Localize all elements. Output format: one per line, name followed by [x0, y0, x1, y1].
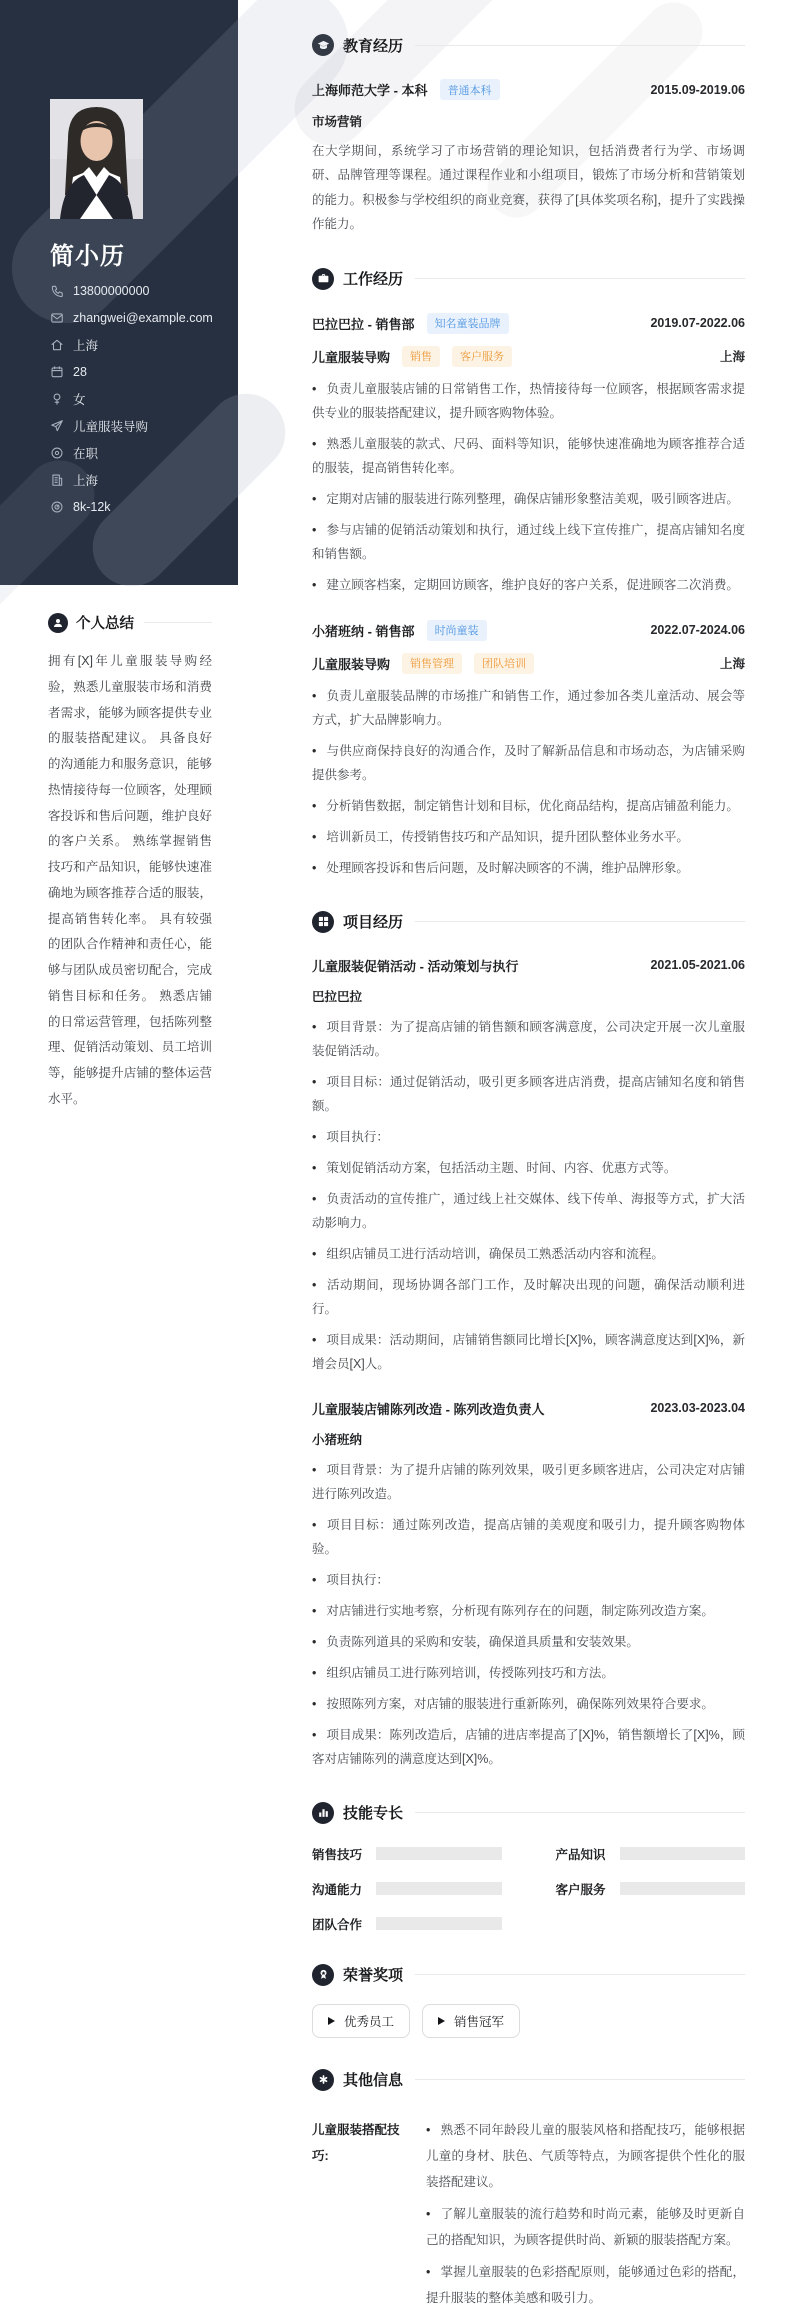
project-company: 小猪班纳 — [312, 1432, 363, 1447]
honors-title: 荣誉奖项 — [343, 1967, 404, 1984]
skill-grid — [312, 1845, 745, 1933]
contact-status — [50, 446, 230, 460]
bullet-item: • 掌握儿童服装的色彩搭配原则，能够通过色彩的搭配，提升服装的整体美感和吸引力。 — [426, 2259, 745, 2311]
skill-bar — [376, 1882, 502, 1895]
education-entry — [312, 79, 745, 237]
portrait-placeholder — [50, 99, 143, 219]
education-description: 在大学期间，系统学习了市场营销的理论知识，包括消费者行为学、市场调研、品牌管理等课程。通过课程作业和小组项目，锻炼了市场分析和营销策划的能力。积极参与学校组织的商业竞赛，获得了[具体奖项名称]，提升了实践操作能力。 — [312, 144, 745, 232]
divider — [415, 1812, 745, 1813]
skill-bar — [376, 1917, 502, 1930]
skill-bar — [620, 1847, 746, 1860]
other-info-row — [312, 2117, 745, 2317]
projects-section — [312, 911, 745, 1771]
bullet-item: • 策划促销活动方案，包括活动主题、时间、内容、优惠方式等。 — [312, 1156, 745, 1180]
skill-row — [556, 1880, 746, 1898]
project-date: 2023.03-2023.04 — [650, 1401, 745, 1415]
contact-list — [50, 284, 230, 527]
age-value: 28 — [73, 365, 87, 379]
bullet-item: • 项目成果：陈列改造后，店铺的进店率提高了[X]%，销售额增长了[X]%，顾客对店铺陈列的满意度达到[X]%。 — [312, 1723, 745, 1771]
bullet-item: • 参与店铺的促销活动策划和执行，通过线上线下宣传推广，提高店铺知名度和销售额。 — [312, 518, 745, 566]
sidebar — [0, 0, 238, 585]
status-value: 在职 — [73, 447, 99, 461]
contact-age — [50, 365, 230, 379]
bullet-item: • 熟悉儿童服装的款式、尺码、面料等知识，能够快速准确地为顾客推荐合适的服装，提高销售转化率。 — [312, 432, 745, 480]
skills-header — [312, 1802, 745, 1824]
company-tag: 时尚童装 — [427, 620, 487, 641]
project-date: 2021.05-2021.06 — [650, 958, 745, 972]
bullet-item: • 分析销售数据，制定销售计划和目标，优化商品结构，提高店铺盈利能力。 — [312, 794, 745, 818]
play-icon — [438, 2017, 445, 2025]
main-column — [312, 0, 745, 2317]
project-name: 儿童服装促销活动 - 活动策划与执行 — [312, 958, 519, 974]
gender-icon — [50, 392, 64, 406]
skill-row — [556, 1845, 746, 1863]
divider — [415, 921, 745, 922]
honor-badge — [312, 2004, 410, 2038]
project-bullet-list — [312, 1458, 745, 1771]
age-icon — [50, 365, 64, 379]
contact-company-city — [50, 473, 230, 487]
email-value: zhangwei@example.com — [73, 311, 213, 325]
bullet-item: • 项目背景：为了提升店铺的陈列效果，吸引更多顾客进店，公司决定对店铺进行陈列改造。 — [312, 1458, 745, 1506]
company-tag: 知名童装品牌 — [427, 313, 509, 334]
school-name: 上海师范大学 - 本科 — [312, 83, 428, 98]
summary-text: 拥有[X]年儿童服装导购经验，熟悉儿童服装市场和消费者需求，能够为顾客提供专业的服装搭配建议。 具备良好的沟通能力和服务意识，能够热情接待每一位顾客，处理顾客投诉和售后问题，维护良好的客户关系。 熟练掌握销售技巧和产品知识，能够快速准确地为顾客推荐合适的服装，提高销售转化率。 具有较强的团队合作精神和责任心，能够与团队成员密切配合，完成销售目标和任务。 熟悉店铺的日常运营管理，包括陈列整理、促销活动策划、员工培训等，能够提升店铺的整体运营水平。 — [48, 654, 212, 1106]
company-icon — [50, 473, 64, 487]
contact-gender — [50, 392, 230, 406]
other-info-section — [312, 2069, 745, 2317]
phone-icon — [50, 284, 64, 298]
salary-icon — [50, 500, 64, 514]
bullet-item: • 与供应商保持良好的沟通合作，及时了解新品信息和市场动态，为店铺采购提供参考。 — [312, 739, 745, 787]
work-location: 上海 — [719, 657, 745, 671]
divider — [415, 1974, 745, 1975]
work-bullet-list — [312, 377, 745, 597]
bullet-item: • 项目目标：通过促销活动，吸引更多顾客进店消费，提高店铺知名度和销售额。 — [312, 1070, 745, 1118]
bullet-item: • 熟悉不同年龄段儿童的服装风格和搭配技巧，能够根据儿童的身材、肤色、气质等特点，为顾客提供个性化的服装搭配建议。 — [426, 2117, 745, 2195]
role-tag: 销售管理 — [402, 653, 462, 674]
bullet-item: • 组织店铺员工进行陈列培训，传授陈列技巧和方法。 — [312, 1661, 745, 1685]
bullet-item: • 负责儿童服装店铺的日常销售工作，热情接待每一位顾客，根据顾客需求提供专业的服装搭配建议，提升顾客购物体验。 — [312, 377, 745, 425]
honors-header — [312, 1964, 745, 1986]
email-icon — [50, 311, 64, 325]
education-section — [312, 34, 745, 237]
bullet-item: • 负责儿童服装品牌的市场推广和销售工作，通过参加各类儿童活动、展会等方式，扩大品牌影响力。 — [312, 684, 745, 732]
candidate-name: 简小历 — [50, 243, 125, 270]
contact-city — [50, 338, 230, 352]
bullet-item: • 项目执行： — [312, 1568, 745, 1592]
bullet-item: • 项目执行： — [312, 1125, 745, 1149]
project-entry-1 — [312, 956, 745, 1376]
bullet-item: • 建立顾客档案，定期回访顾客，维护良好的客户关系，促进顾客二次消费。 — [312, 573, 745, 597]
role-name: 儿童服装导购 — [312, 656, 391, 672]
summary-title: 个人总结 — [76, 616, 134, 632]
bullet-item: • 项目成果：活动期间，店铺销售额同比增长[X]%，顾客满意度达到[X]%，新增会员[X]人。 — [312, 1328, 745, 1376]
home-icon — [50, 338, 64, 352]
contact-salary — [50, 500, 230, 514]
job-intention-value: 儿童服装导购 — [73, 420, 149, 434]
divider — [415, 278, 745, 279]
project-company: 巴拉巴拉 — [312, 989, 363, 1004]
role-name: 儿童服装导购 — [312, 349, 391, 365]
skill-name: 销售技巧 — [312, 1847, 363, 1862]
other-info-label: 儿童服装搭配技巧: — [312, 2122, 400, 2163]
skill-name: 沟通能力 — [312, 1882, 363, 1897]
bullet-item: • 处理顾客投诉和售后问题，及时解决顾客的不满，维护品牌形象。 — [312, 856, 745, 880]
education-title: 教育经历 — [343, 37, 404, 55]
status-icon — [50, 446, 64, 460]
project-name: 儿童服装店铺陈列改造 - 陈列改造负责人 — [312, 1401, 545, 1417]
honor-label: 销售冠军 — [454, 2014, 505, 2029]
contact-email — [50, 311, 230, 325]
role-tag: 客户服务 — [452, 346, 512, 367]
honor-label: 优秀员工 — [344, 2014, 395, 2029]
gender-value: 女 — [73, 393, 86, 407]
company-name: 巴拉巴拉 - 销售部 — [312, 316, 415, 332]
skill-name: 产品知识 — [555, 1847, 606, 1862]
skill-name: 团队合作 — [312, 1917, 363, 1932]
honor-list — [312, 2004, 745, 2038]
project-entry-2 — [312, 1399, 745, 1771]
education-date: 2015.09-2019.06 — [650, 82, 745, 97]
work-date: 2022.07-2024.06 — [650, 623, 745, 637]
divider — [415, 45, 745, 46]
role-tag: 团队培训 — [474, 653, 534, 674]
skill-row — [312, 1880, 502, 1898]
work-entry-2 — [312, 620, 745, 880]
work-header — [312, 268, 745, 290]
salary-value: 8k-12k — [73, 500, 111, 514]
skills-section — [312, 1802, 745, 1933]
work-date: 2019.07-2022.06 — [650, 316, 745, 330]
bullet-item: • 培训新员工，传授销售技巧和产品知识，提升团队整体业务水平。 — [312, 825, 745, 849]
profile-photo — [50, 99, 143, 219]
contact-phone — [50, 284, 230, 298]
work-entry-1 — [312, 313, 745, 597]
city-value: 上海 — [73, 339, 99, 353]
phone-value: 13800000000 — [73, 284, 150, 298]
work-section — [312, 268, 745, 880]
bullet-item: • 组织店铺员工进行活动培训，确保员工熟悉活动内容和流程。 — [312, 1242, 745, 1266]
divider — [415, 2079, 745, 2080]
person-icon — [48, 613, 68, 633]
summary-header — [48, 612, 212, 633]
projects-title: 项目经历 — [343, 914, 404, 931]
bullet-item: • 定期对店铺的服装进行陈列整理，确保店铺形象整洁美观，吸引顾客进店。 — [312, 487, 745, 511]
projects-header — [312, 911, 745, 933]
bullet-item: • 活动期间，现场协调各部门工作，及时解决出现的问题，确保活动顺利进行。 — [312, 1273, 745, 1321]
other-info-title: 其他信息 — [343, 2072, 404, 2089]
company-name: 小猪班纳 - 销售部 — [312, 623, 415, 639]
skill-row — [312, 1845, 502, 1863]
bullet-item: • 了解儿童服装的流行趋势和时尚元素，能够及时更新自己的搭配知识，为顾客提供时尚、新颖的服装搭配方案。 — [426, 2201, 745, 2253]
skills-title: 技能专长 — [343, 1805, 404, 1822]
company-city-value: 上海 — [73, 474, 99, 488]
work-title: 工作经历 — [343, 271, 404, 288]
asterisk-icon — [312, 2069, 334, 2091]
skill-bar — [620, 1882, 746, 1895]
skill-name: 客户服务 — [555, 1882, 606, 1897]
bullet-item: • 项目背景：为了提高店铺的销售额和顾客满意度，公司决定开展一次儿童服装促销活动。 — [312, 1015, 745, 1063]
personal-summary-section — [0, 585, 238, 1113]
other-bullet-list — [426, 2117, 745, 2317]
medal-icon — [312, 1964, 334, 1986]
work-location: 上海 — [719, 350, 745, 364]
play-icon — [328, 2017, 335, 2025]
contact-job-intention — [50, 419, 230, 433]
education-header — [312, 34, 745, 56]
briefcase-icon — [312, 268, 334, 290]
bullet-item: • 项目目标：通过陈列改造，提高店铺的美观度和吸引力，提升顾客购物体验。 — [312, 1513, 745, 1561]
job-intention-icon — [50, 419, 64, 433]
other-info-header — [312, 2069, 745, 2091]
honor-badge — [422, 2004, 520, 2038]
major: 市场营销 — [312, 115, 363, 129]
education-tag: 普通本科 — [440, 79, 500, 100]
skill-bar — [376, 1847, 502, 1860]
work-bullet-list — [312, 684, 745, 880]
bullet-item: • 负责活动的宣传推广，通过线上社交媒体、线下传单、海报等方式，扩大活动影响力。 — [312, 1187, 745, 1235]
skill-row — [312, 1915, 502, 1933]
role-tag: 销售 — [402, 346, 440, 367]
honors-section — [312, 1964, 745, 2038]
grid-icon — [312, 911, 334, 933]
bullet-item: • 按照陈列方案，对店铺的服装进行重新陈列，确保陈列效果符合要求。 — [312, 1692, 745, 1716]
divider — [144, 622, 212, 623]
bullet-item: • 对店铺进行实地考察，分析现有陈列存在的问题，制定陈列改造方案。 — [312, 1599, 745, 1623]
project-bullet-list — [312, 1015, 745, 1376]
bullet-item: • 负责陈列道具的采购和安装，确保道具质量和安装效果。 — [312, 1630, 745, 1654]
bar-chart-icon — [312, 1802, 334, 1824]
